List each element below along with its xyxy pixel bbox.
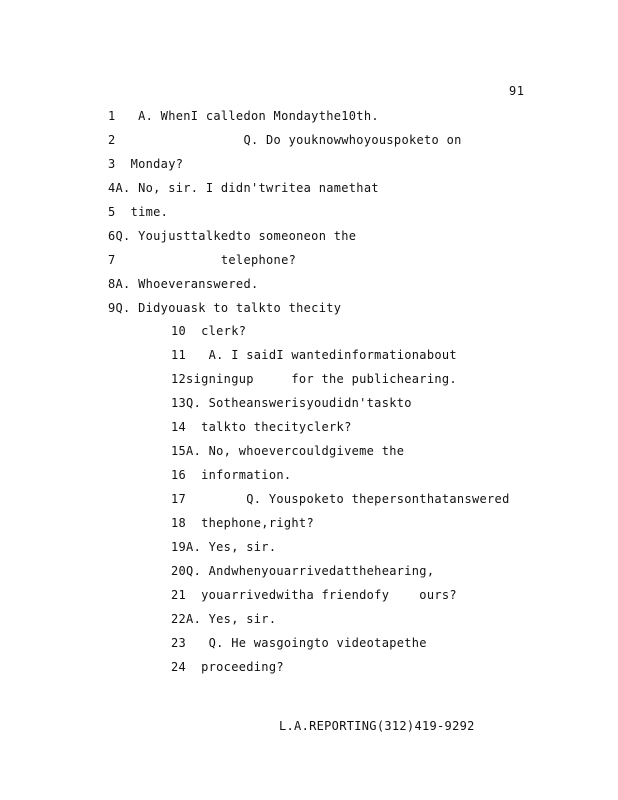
transcript-line-19: 19A. Yes, sir. (171, 540, 277, 554)
transcript-line-6: 6Q. Youjusttalkedto someoneon the (108, 229, 357, 243)
transcript-line-13: 13Q. Sotheanswerisyoudidn'taskto (171, 396, 412, 410)
transcript-line-5: 5 time. (108, 205, 169, 219)
transcript-line-17: 17 Q. Youspoketo thepersonthatanswered (171, 492, 510, 506)
transcript-line-9: 9Q. Didyouask to talkto thecity (108, 301, 342, 315)
transcript-line-18: 18 thephone,right? (171, 516, 314, 530)
transcript-line-23: 23 Q. He wasgoingto videotapethe (171, 636, 427, 650)
transcript-line-2: 2 Q. Do youknowwhoyouspoketo on (108, 133, 462, 147)
transcript-line-1: 1 A. WhenI calledon Mondaythe10th. (108, 109, 379, 123)
transcript-line-14: 14 talkto thecityclerk? (171, 420, 352, 434)
transcript-line-16: 16 information. (171, 468, 292, 482)
transcript-line-4: 4A. No, sir. I didn'twritea namethat (108, 181, 379, 195)
transcript-line-10: 10 clerk? (171, 324, 247, 338)
transcript-line-24: 24 proceeding? (171, 660, 284, 674)
transcript-line-11: 11 A. I saidI wantedinformationabout (171, 348, 457, 362)
transcript-line-15: 15A. No, whoevercouldgiveme the (171, 444, 405, 458)
transcript-line-22: 22A. Yes, sir. (171, 612, 277, 626)
transcript-line-20: 20Q. Andwhenyouarrivedatthehearing, (171, 564, 435, 578)
transcript-line-21: 21 youarrivedwitha friendofy ours? (171, 588, 457, 602)
transcript-line-7: 7 telephone? (108, 253, 297, 267)
transcript-line-3: 3 Monday? (108, 157, 184, 171)
reporter-footer: L.A.REPORTING(312)419-9292 (279, 719, 475, 733)
transcript-line-12: 12signingup for the publichearing. (171, 372, 457, 386)
transcript-line-8: 8A. Whoeveranswered. (108, 277, 259, 291)
page-number: 91 (509, 84, 525, 98)
